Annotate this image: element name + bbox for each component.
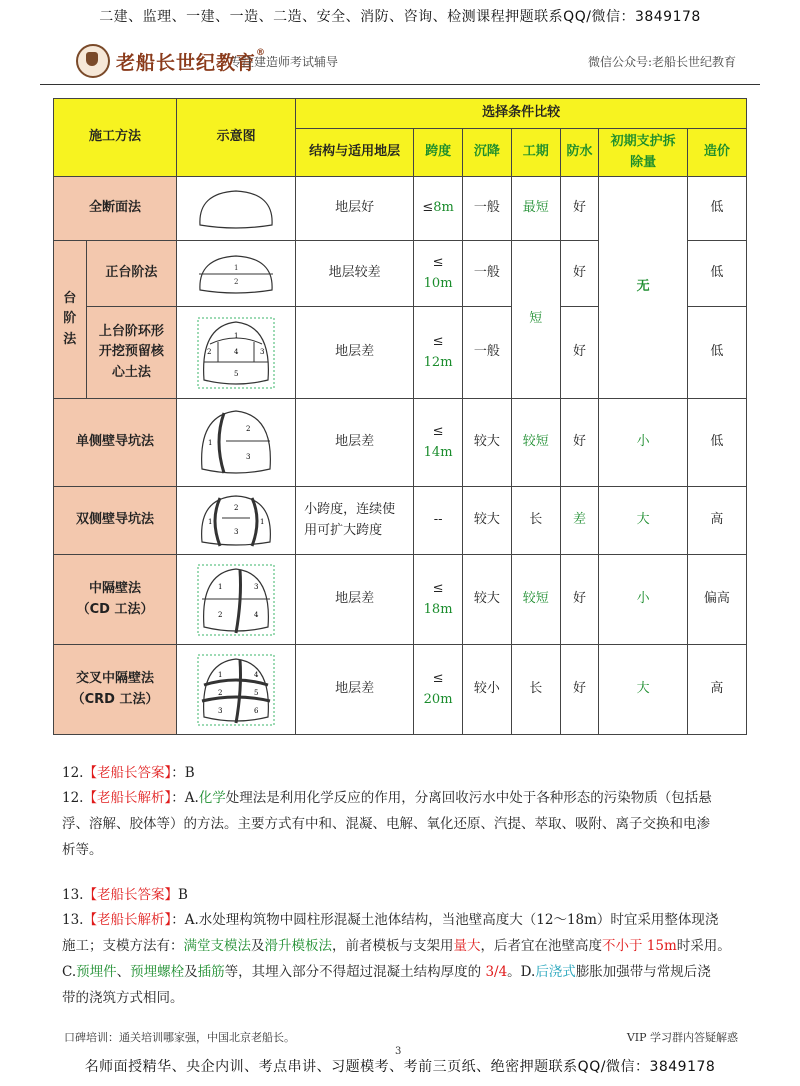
q12-answer: 12.【老船长答案】：B (62, 765, 195, 781)
cost-cell: 低 (687, 307, 746, 399)
span-cell: -- (414, 487, 463, 555)
svg-text:3: 3 (254, 582, 259, 591)
period-merged-cell: 短 (511, 241, 560, 399)
diagram-crd-method (177, 645, 296, 735)
svg-text:2: 2 (234, 503, 239, 512)
svg-text:1: 1 (234, 331, 239, 340)
svg-text:1: 1 (218, 670, 223, 679)
cost-cell: 低 (687, 399, 746, 487)
header-divider (40, 84, 760, 85)
remove-cell: 小 (599, 399, 688, 487)
svg-text:5: 5 (234, 369, 239, 378)
span-cell: ≤ 10m (414, 241, 463, 307)
struct-cell: 地层差 (296, 307, 414, 399)
svg-text:4: 4 (254, 670, 259, 679)
header-cost: 造价 (687, 129, 746, 177)
struct-cell: 地层差 (296, 555, 414, 645)
svg-text:1: 1 (234, 263, 239, 272)
remove-cell: 大 (599, 487, 688, 555)
svg-text:3: 3 (234, 527, 239, 536)
svg-text:1: 1 (208, 517, 213, 526)
table-row (54, 177, 747, 241)
settle-cell: 一般 (463, 307, 512, 399)
period-cell: 较短 (511, 555, 560, 645)
settle-cell: 一般 (463, 177, 512, 241)
waterproof-cell: 好 (560, 555, 599, 645)
svg-text:2: 2 (234, 277, 239, 286)
header-slogan: 专注建造师考试辅导 (230, 55, 339, 69)
svg-text:2: 2 (218, 610, 223, 619)
header-wechat: 微信公众号:老船长世纪教育 (587, 55, 736, 69)
header-method: 施工方法 (54, 99, 177, 177)
footer-right: VIP 学习群内答疑解惑 (626, 1031, 738, 1044)
header-period: 工期 (511, 129, 560, 177)
diagram-single-side-drift (177, 399, 296, 487)
table-row (54, 487, 747, 555)
cost-cell: 高 (687, 487, 746, 555)
method-cell: 双侧壁导坑法 (54, 487, 177, 555)
page-number: 3 (395, 1046, 402, 1057)
svg-text:2: 2 (207, 347, 212, 356)
span-cell: ≤8m (414, 177, 463, 241)
svg-text:1: 1 (218, 582, 223, 591)
struct-cell: 地层较差 (296, 241, 414, 307)
period-cell: 最短 (511, 177, 560, 241)
struct-cell: 小跨度，连续使 用可扩大跨度 (296, 487, 414, 555)
method-cell: 上台阶环形 开挖预留核 心土法 (86, 307, 177, 399)
span-cell: ≤ 12m (414, 307, 463, 399)
table-row (54, 555, 747, 645)
period-cell: 长 (511, 487, 560, 555)
header-waterproof: 防水 (560, 129, 599, 177)
svg-text:2: 2 (246, 424, 251, 433)
waterproof-cell: 差 (560, 487, 599, 555)
remove-cell: 小 (599, 555, 688, 645)
remove-merged-cell: 无 (599, 177, 688, 399)
svg-text:3: 3 (218, 706, 223, 715)
struct-cell: 地层差 (296, 645, 414, 735)
cost-cell: 高 (687, 645, 746, 735)
struct-cell: 地层好 (296, 177, 414, 241)
svg-text:3: 3 (260, 347, 265, 356)
ship-icon (76, 44, 110, 78)
diagram-ring-core (177, 307, 296, 399)
diagram-double-side-drift (177, 487, 296, 555)
header-struct: 结构与适用地层 (296, 129, 414, 177)
span-cell: ≤ 20m (414, 645, 463, 735)
header-remove: 初期支护拆 除量 (599, 129, 688, 177)
page-header (40, 40, 760, 86)
header-diagram: 示意图 (177, 99, 296, 177)
table-row (54, 399, 747, 487)
svg-text:3: 3 (246, 452, 251, 461)
logo-text: 老船长世纪教育® (116, 47, 267, 74)
header-compare: 选择条件比较 (296, 99, 747, 129)
span-cell: ≤ 14m (414, 399, 463, 487)
waterproof-cell: 好 (560, 645, 599, 735)
span-cell: ≤ 18m (414, 555, 463, 645)
q13-answer: 13.【老船长答案】B (62, 887, 188, 903)
bottom-banner: 名师面授精华、央企内训、考点串讲、习题模考、考前三页纸、绝密押题联系QQ/微信：3849178 (84, 1059, 716, 1075)
construction-method-table (53, 98, 747, 735)
cost-cell: 低 (687, 177, 746, 241)
settle-cell: 一般 (463, 241, 512, 307)
svg-text:4: 4 (254, 610, 259, 619)
svg-text:1: 1 (208, 438, 213, 447)
top-banner: 二建、监理、一建、一造、二造、安全、消防、咨询、检测课程押题联系QQ/微信：3849178 (99, 9, 701, 25)
waterproof-cell: 好 (560, 177, 599, 241)
period-cell: 长 (511, 645, 560, 735)
diagram-cd-method (177, 555, 296, 645)
settle-cell: 较大 (463, 487, 512, 555)
method-cell: 交叉中隔壁法 （CRD 工法） (54, 645, 177, 735)
svg-text:4: 4 (234, 347, 239, 356)
svg-text:6: 6 (254, 706, 259, 715)
svg-text:2: 2 (218, 688, 223, 697)
table-row (54, 645, 747, 735)
method-cell: 正台阶法 (86, 241, 177, 307)
diagram-full-face (177, 177, 296, 241)
cost-cell: 低 (687, 241, 746, 307)
bench-group-label: 台 阶 法 (54, 241, 87, 399)
q12-explanation: 12.【老船长解析】：A.化学处理法是利用化学反应的作用，分离回收污水中处于各种形态的污染物质（包括悬 浮、溶解、胶体等）的方法。主要方式有中和、混凝、电解、氧化还原、汽提、萃取、吸附、离子交换和电渗 析等。 (62, 790, 712, 858)
diagram-bench (177, 241, 296, 307)
settle-cell: 较大 (463, 555, 512, 645)
footer-left: 口碑培训：通关培训哪家强，中国北京老船长。 (64, 1031, 295, 1044)
svg-text:5: 5 (254, 688, 259, 697)
method-cell: 中隔壁法 （CD 工法） (54, 555, 177, 645)
struct-cell: 地层差 (296, 399, 414, 487)
remove-cell: 大 (599, 645, 688, 735)
q13-explanation: 13.【老船长解析】：A.水处理构筑物中圆柱形混凝土池体结构，当池壁高度大（12～18m）时宜采用整体现浇 施工；支模方法有：满堂支模法及滑升模板法，前者模板与支架用量大，后者宜在池壁高度不小于 15m时采用。 C.预埋件、预埋螺栓及插筋等，其埋入部分不得超过混凝土结构厚度的 3/4。D.后浇式膨胀加强带与常规后浇 带的浇筑方式相同。 (62, 912, 731, 1006)
waterproof-cell: 好 (560, 399, 599, 487)
header-span: 跨度 (414, 129, 463, 177)
waterproof-cell: 好 (560, 307, 599, 399)
method-cell: 全断面法 (54, 177, 177, 241)
cost-cell: 偏高 (687, 555, 746, 645)
header-settle: 沉降 (463, 129, 512, 177)
method-cell: 单侧壁导坑法 (54, 399, 177, 487)
waterproof-cell: 好 (560, 241, 599, 307)
svg-text:1: 1 (260, 517, 265, 526)
period-cell: 较短 (511, 399, 560, 487)
settle-cell: 较大 (463, 399, 512, 487)
settle-cell: 较小 (463, 645, 512, 735)
